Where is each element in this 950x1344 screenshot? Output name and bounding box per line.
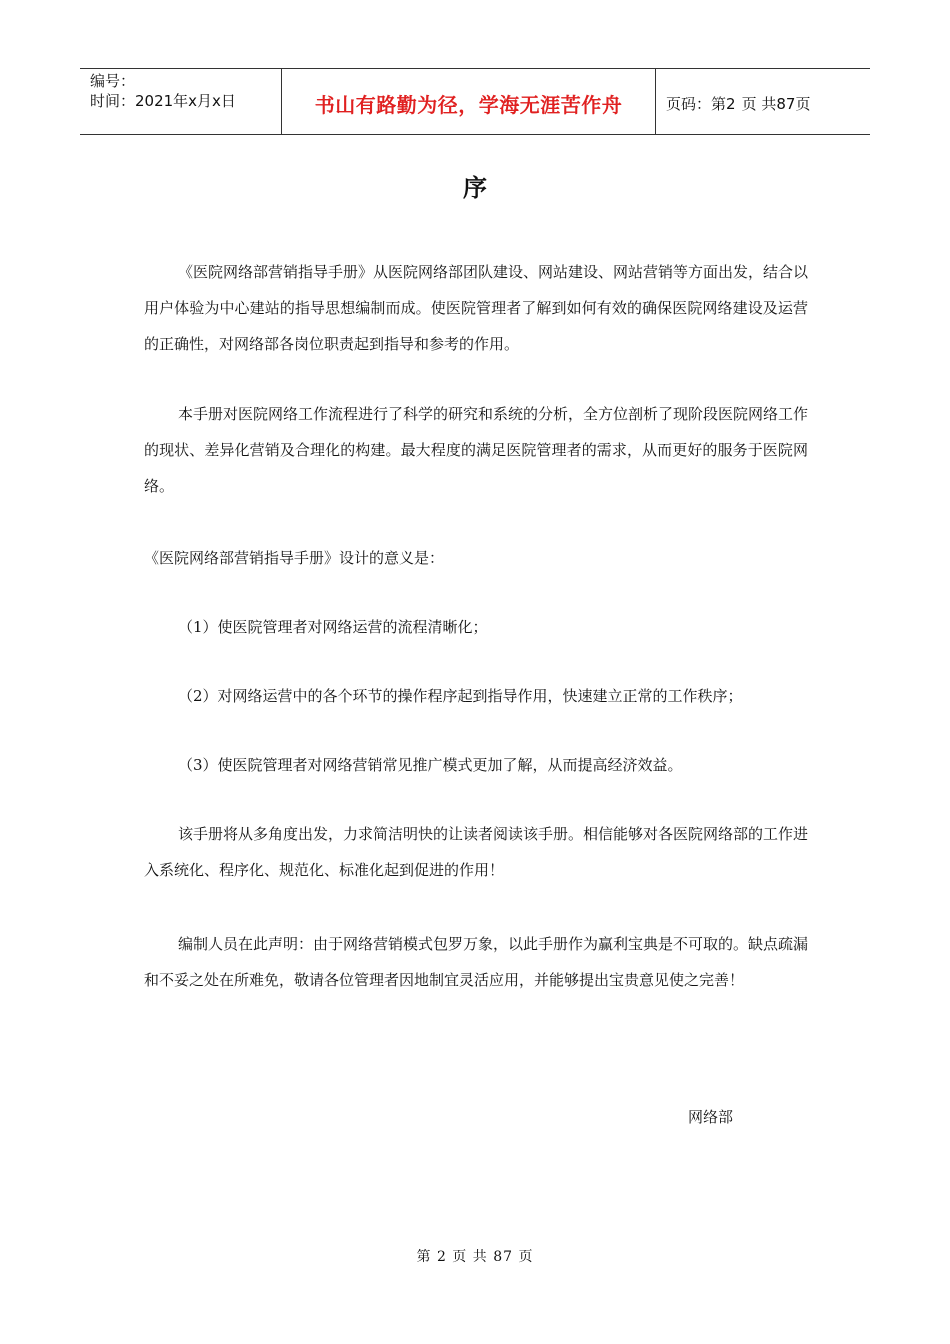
intro-paragraph-2: 本手册对医院网络工作流程进行了科学的研究和系统的分析，全方位剖析了现阶段医院网络工作的现状、差异化营销及合理化的构建。最大程度的满足医院管理者的需求，从而更好的服务于医院网络。	[144, 405, 809, 495]
document-header	[80, 68, 870, 135]
purpose-item-2: （2）对网络运营中的各个环节的操作程序起到指导作用，快速建立正常的工作秩序；	[178, 687, 743, 705]
page-current: 2	[726, 94, 736, 113]
page-info-suffix: 页	[795, 95, 811, 113]
closing-paragraph-1: 该手册将从多角度出发，力求简洁明快的让读者阅读该手册。相信能够对各医院网络部的工作进入系统化、程序化、规范化、标准化起到促进的作用！	[144, 825, 809, 879]
header-page-info	[656, 69, 870, 134]
header-meta-cell	[80, 69, 282, 134]
purpose-intro: 《医院网络部营销指导手册》设计的意义是：	[144, 549, 445, 567]
page-info-mid: 页 共	[741, 95, 777, 113]
purpose-item-1: （1）使医院管理者对网络运营的流程清晰化；	[178, 618, 488, 636]
document-date: 时间：2021年x月x日	[90, 92, 236, 110]
intro-paragraph-1: 《医院网络部营销指导手册》从医院网络部团队建设、网站建设、网站营销等方面出发，结合以用户体验为中心建站的指导思想编制而成。使医院管理者了解到如何有效的确保医院网络建设及运营的正确性，对网络部各岗位职责起到指导和参考的作用。	[144, 263, 809, 353]
page-total: 87	[776, 94, 796, 113]
signature: 网络部	[688, 1108, 734, 1126]
purpose-item-3: （3）使医院管理者对网络营销常见推广模式更加了解，从而提高经济效益。	[178, 756, 683, 774]
document-number-label: 编号：	[90, 72, 136, 90]
page-footer: 第 2 页 共 87 页	[416, 1249, 534, 1265]
header-motto: 书山有路勤为径，学海无涯苦作舟	[314, 93, 623, 117]
page-info-prefix: 页码：第	[666, 95, 727, 113]
closing-paragraph-2: 编制人员在此声明：由于网络营销模式包罗万象，以此手册作为赢利宝典是不可取的。缺点疏漏和不妥之处在所难免，敬请各位管理者因地制宜灵活应用，并能够提出宝贵意见使之完善！	[144, 935, 809, 989]
header-motto-cell	[282, 69, 656, 134]
page-title: 序	[463, 174, 487, 202]
